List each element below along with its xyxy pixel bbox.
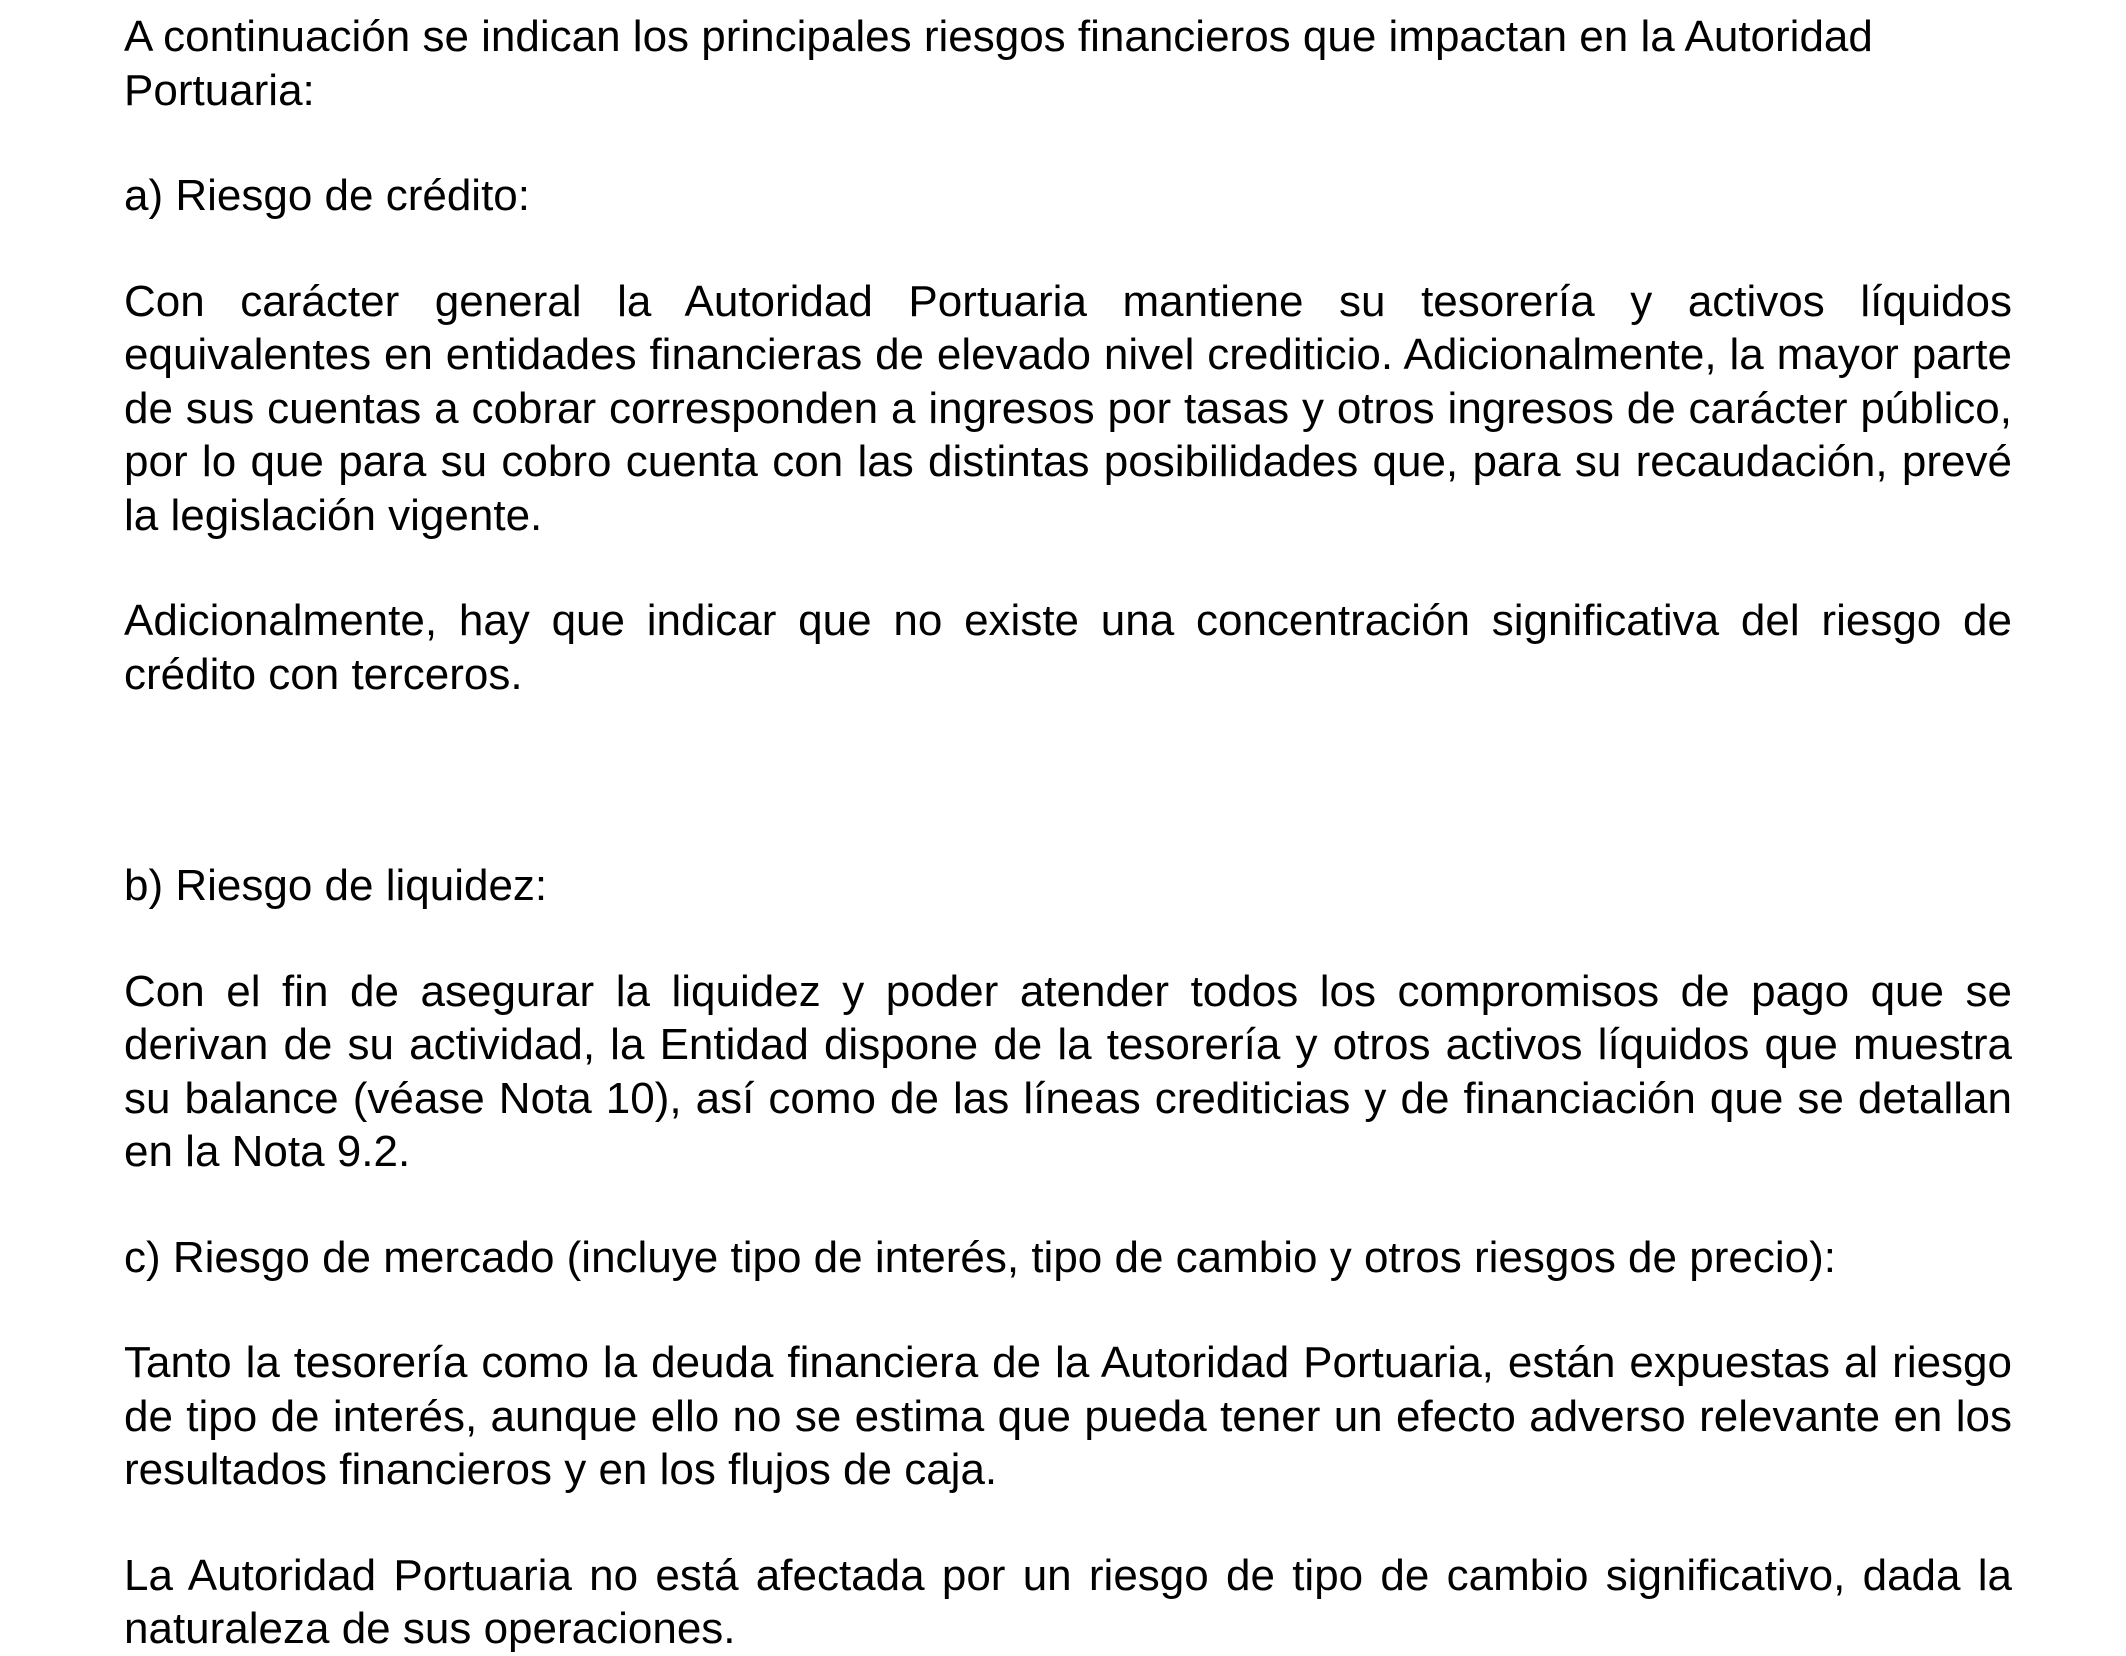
market-risk-paragraph-2: La Autoridad Portuaria no está afectada por un riesgo de tipo de cambio significativo, dada la naturaleza de sus operaciones. bbox=[124, 1550, 2012, 1653]
document-page bbox=[124, 10, 2012, 1656]
liquidity-risk-paragraph-1: Con el fin de asegurar la liquidez y poder atender todos los compromisos de pago que se derivan de su actividad, la Entidad dispone de la tesorería y otros activos líquidos que muestra su balance (véase Nota 10), así como de las líneas crediticias y de financiación que se detallan en la Nota 9.2. bbox=[124, 966, 2012, 1176]
section-heading-liquidity-risk: b) Riesgo de liquidez: bbox=[124, 861, 548, 910]
market-risk-paragraph-1: Tanto la tesorería como la deuda financiera de la Autoridad Portuaria, están expuestas al riesgo de tipo de interés, aunque ello no se estima que pueda tener un efecto adverso relevante en los resultados financieros y en los flujos de caja. bbox=[124, 1338, 2012, 1494]
section-heading-market-risk: c) Riesgo de mercado (incluye tipo de interés, tipo de cambio y otros riesgos de precio): bbox=[124, 1232, 1836, 1282]
credit-risk-paragraph-1: Con carácter general la Autoridad Portuaria mantiene su tesorería y activos líquidos equivalentes en entidades financieras de elevado nivel crediticio. Adicionalmente, la mayor parte de sus cuentas a cobrar corresponden a ingresos por tasas y otros ingresos de carácter público, por lo que para su cobro cuenta con las distintas posibilidades que, para su recaudación, prevé la legislación vigente. bbox=[124, 276, 2012, 540]
section-heading-credit-risk: a) Riesgo de crédito: bbox=[124, 171, 530, 220]
credit-risk-paragraph-2: Adicionalmente, hay que indicar que no existe una concentración significativa del riesgo de crédito con terceros. bbox=[124, 596, 2012, 699]
intro-paragraph: A continuación se indican los principales riesgos financieros que impactan en la Autoridad Portuaria: bbox=[124, 12, 1873, 115]
